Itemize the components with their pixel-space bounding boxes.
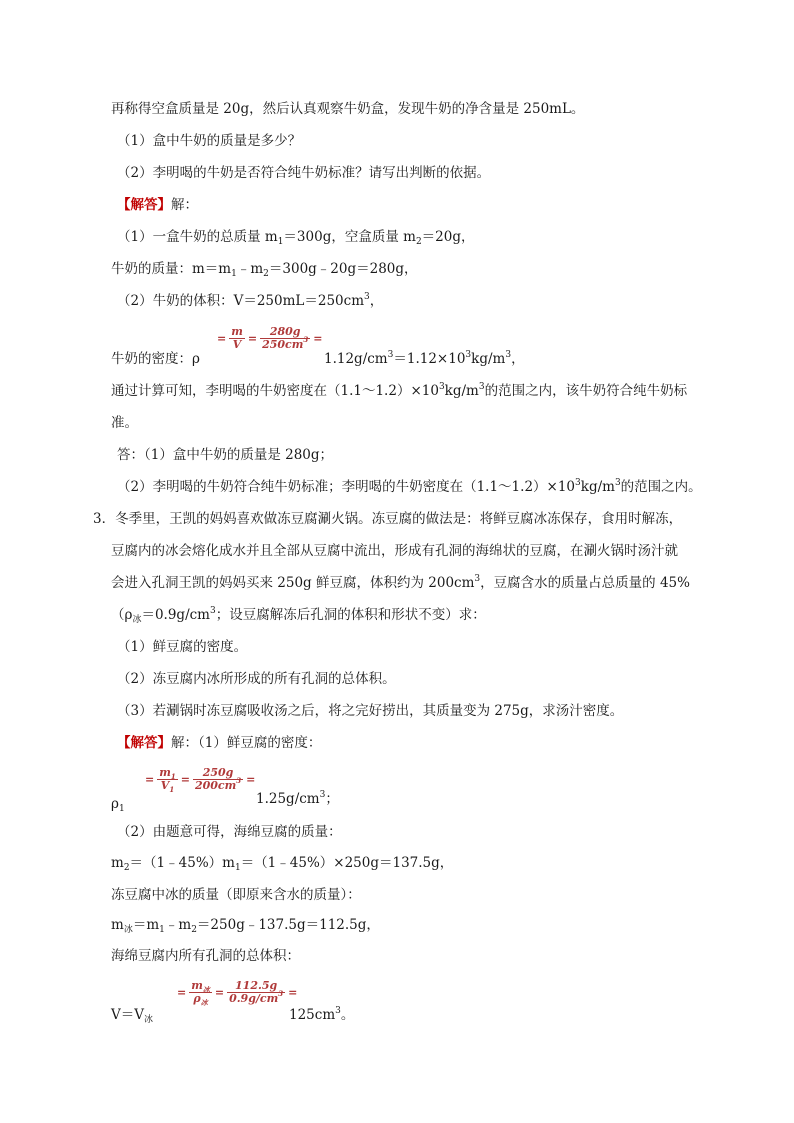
volume-result: $125cm^3$。 <box>289 1006 355 1023</box>
text: （2）李明喝的牛奶是否符合纯牛奶标准？请写出判断的依据。 <box>117 165 491 181</box>
volume-label: $V=V_冰$ <box>111 1007 154 1025</box>
question-3-line: 会进入孔洞王凯的妈妈买来 250g 鲜豆腐，体积约为 $200cm^3$，豆腐含水的质量占总质量的 45% <box>111 574 690 591</box>
conclusion-line: （2）李明喝的牛奶符合纯牛奶标准；李明喝的牛奶密度在$(1.1\sim 1.2)\times 10^3kg/m^3$的范围之内。 <box>117 478 702 495</box>
solution-line: 通过计算可知，李明喝的牛奶密度在$(1.1\sim 1.2)\times 10^3kg/m^3$的范围之内，该牛奶符合纯牛奶标 <box>111 382 688 399</box>
question-3-line: 豆腐内的冰会熔化成水并且全部从豆腐中流出，形成有孔洞的海绵状的豆腐，在涮火锅时汤汁就 <box>111 543 678 559</box>
text-line <box>111 99 584 119</box>
answer-heading <box>117 195 198 215</box>
question-3-line: （$\rho_冰=0.9g/cm^3$；设豆腐解冻后孔洞的体积和形状不变）求： <box>111 606 486 625</box>
solution-line: （2）牛奶的体积：$V=250mL=250cm^3$， <box>117 292 384 309</box>
question-part-2: （2）冻豆腐内冰所形成的所有孔洞的总体积。 <box>117 671 396 687</box>
text: 再称得空盒质量是 20g，然后认真观察牛奶盒，发现牛奶的净含量是 250mL。 <box>111 101 585 117</box>
answer-tag: 【解答】 <box>117 197 171 213</box>
tofu-density-formula: = $\frac{m_1}{V_1}$ = $\frac{250g}{200cm^3}$ = <box>145 766 256 794</box>
conclusion-line: 答：（1）盒中牛奶的质量是 280g； <box>117 447 334 463</box>
density-label: $\rho_1$ <box>111 796 125 814</box>
density-result: $1.25g/cm^3$； <box>256 790 339 807</box>
solution-line: 牛奶的质量：$m=m_1﹣m_2=300g﹣20g=280g$， <box>111 261 418 279</box>
text: 解： <box>171 197 198 213</box>
question-number: 3． <box>93 511 116 527</box>
text: （1）盒中牛奶的质量是多少？ <box>117 133 302 149</box>
solution-line: 海绵豆腐内所有孔洞的总体积： <box>111 948 300 964</box>
solution-line: （1）一盒牛奶的总质量 $m_1=300g$，空盒质量 $m_2=20g$， <box>117 229 475 247</box>
volume-formula: = $\frac{m_冰}{\rho_冰}$ = $\frac{112.5g}{0.9g/cm^3}$ = <box>177 979 298 1007</box>
question-part-3: （3）若涮锅时冻豆腐吸收汤之后，将之完好捞出，其质量变为 275g，求汤汁密度。 <box>117 703 624 719</box>
solution-line: $m_2=(1﹣45\%)m_1=(1﹣45\%)\times 250g=137.5g$， <box>111 855 454 873</box>
answer-heading: 【解答】解：（1）鲜豆腐的密度： <box>117 735 322 751</box>
question-part-1: （1）鲜豆腐的密度。 <box>117 639 248 655</box>
solution-line: （2）由题意可得，海绵豆腐的质量： <box>117 824 342 840</box>
question-3-line: 3．冬季里，王凯的妈妈喜欢做冻豆腐涮火锅。冻豆腐的做法是：将鲜豆腐冰冻保存，食用时解冻， <box>93 511 683 527</box>
solution-line: $m_冰=m_1﹣m_2=250g﹣137.5g=112.5g$， <box>111 917 380 935</box>
density-formula: = $\frac{m}{V}$ = $\frac{280g}{250cm^3}$ = <box>217 325 323 351</box>
question-part-2 <box>117 163 490 183</box>
answer-tag: 【解答】 <box>117 735 171 751</box>
question-part-1 <box>117 131 301 151</box>
solution-line: 准。 <box>111 415 138 431</box>
density-label: 牛奶的密度：ρ <box>111 351 200 367</box>
density-result: $1.12g/cm^3=1.12\times 10^3kg/m^3$， <box>324 350 525 367</box>
solution-line: 冻豆腐中冰的质量（即原来含水的质量）： <box>111 887 361 903</box>
